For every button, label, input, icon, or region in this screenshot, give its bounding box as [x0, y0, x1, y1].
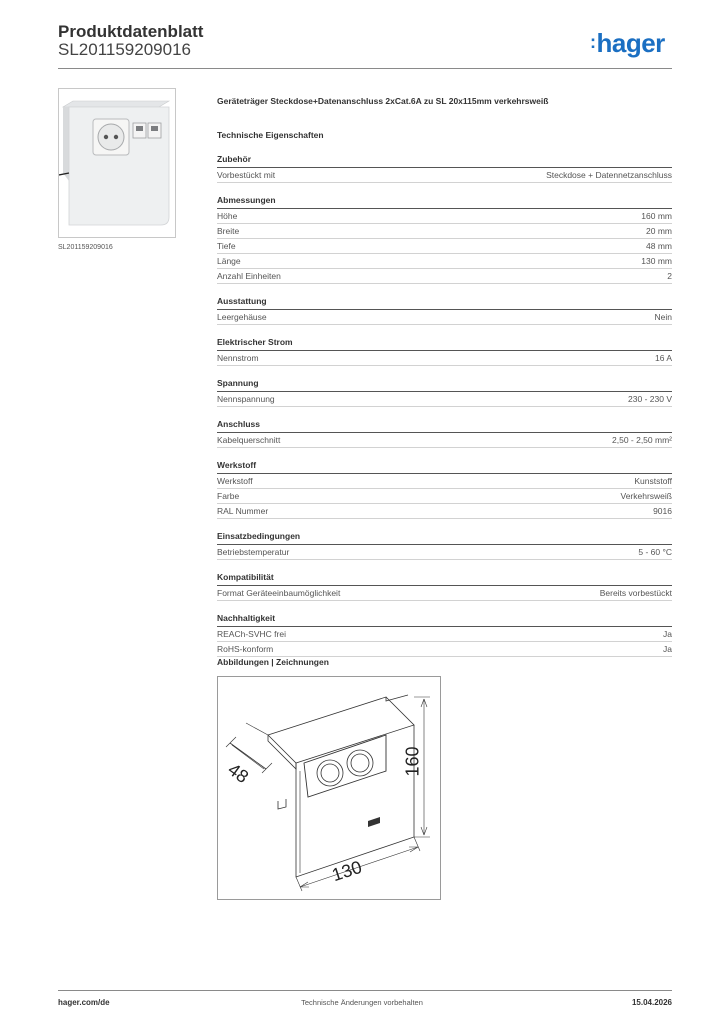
section-heading: Zubehör — [217, 152, 672, 168]
footer-website[interactable]: hager.com/de — [58, 998, 110, 1007]
spec-value: 230 - 230 V — [628, 394, 672, 404]
product-title: Geräteträger Steckdose+Datenanschluss 2xCat.6A zu SL 20x115mm verkehrsweiß — [217, 96, 549, 106]
section-gap — [217, 448, 672, 458]
spec-value: Steckdose + Datennetzanschluss — [546, 170, 672, 180]
spec-label: Nennspannung — [217, 394, 275, 404]
section-gap — [217, 325, 672, 335]
spec-value: 48 mm — [646, 241, 672, 251]
spec-row — [217, 269, 672, 284]
logo-text: hager — [596, 28, 665, 58]
spec-label: Breite — [217, 226, 240, 236]
spec-value: 160 mm — [641, 211, 672, 221]
spec-row — [217, 489, 672, 504]
spec-value: 16 A — [654, 353, 672, 363]
spec-label: RAL Nummer — [217, 506, 269, 516]
spec-value: 2,50 - 2,50 mm² — [612, 435, 672, 445]
spec-value: 9016 — [653, 506, 672, 516]
spec-row — [217, 545, 672, 560]
footer-divider — [58, 990, 672, 991]
spec-label: Vorbestückt mit — [217, 170, 276, 180]
section-gap — [217, 601, 672, 611]
spec-value: 5 - 60 °C — [638, 547, 672, 557]
dimension-length-label: 130 — [329, 856, 365, 886]
spec-value: Nein — [654, 312, 672, 322]
spec-label: Höhe — [217, 211, 238, 221]
spec-row — [217, 168, 672, 183]
product-thumbnail — [58, 88, 176, 238]
header-divider — [58, 68, 672, 69]
spec-label: Länge — [217, 256, 241, 266]
footer-date: 15.04.2026 — [631, 998, 672, 1007]
spec-row — [217, 474, 672, 489]
spec-label: Anzahl Einheiten — [217, 271, 281, 281]
section-heading: Einsatzbedingungen — [217, 529, 672, 545]
spec-label: Farbe — [217, 491, 240, 501]
product-code: SL201159209016 — [58, 40, 191, 59]
section-heading: Elektrischer Strom — [217, 335, 672, 351]
spec-label: Leergehäuse — [217, 312, 267, 322]
spec-value: Ja — [663, 644, 672, 654]
spec-row — [217, 310, 672, 325]
section-gap — [217, 183, 672, 193]
spec-value: Verkehrsweiß — [620, 491, 672, 501]
spec-row — [217, 586, 672, 601]
section-gap — [217, 407, 672, 417]
spec-table — [217, 152, 672, 657]
spec-row — [217, 392, 672, 407]
spec-row — [217, 239, 672, 254]
section-heading: Kompatibilität — [217, 570, 672, 586]
footer-disclaimer: Technische Änderungen vorbehalten — [301, 998, 423, 1007]
section-heading: Spannung — [217, 376, 672, 392]
logo-dots-icon: : — [590, 32, 596, 52]
spec-label: Tiefe — [217, 241, 236, 251]
technical-properties-heading: Technische Eigenschaften — [217, 130, 324, 140]
thumbnail-caption: SL201159209016 — [58, 244, 113, 251]
spec-label: Nennstrom — [217, 353, 259, 363]
section-gap — [217, 284, 672, 294]
spec-value: 2 — [667, 271, 672, 281]
spec-label: Betriebstemperatur — [217, 547, 290, 557]
section-heading: Nachhaltigkeit — [217, 611, 672, 627]
spec-row — [217, 209, 672, 224]
spec-row — [217, 254, 672, 269]
spec-label: RoHS-konform — [217, 644, 274, 654]
spec-row — [217, 224, 672, 239]
product-photo — [59, 89, 175, 237]
section-heading: Ausstattung — [217, 294, 672, 310]
hager-logo — [590, 28, 665, 59]
figures-heading: Abbildungen | Zeichnungen — [217, 657, 329, 667]
spec-row — [217, 627, 672, 642]
section-heading: Werkstoff — [217, 458, 672, 474]
section-gap — [217, 560, 672, 570]
spec-label: Werkstoff — [217, 476, 253, 486]
spec-row — [217, 433, 672, 448]
spec-label: Format Geräteeinbaumöglichkeit — [217, 588, 341, 598]
spec-row — [217, 504, 672, 519]
dimension-height-label: 160 — [402, 746, 423, 777]
dimension-depth-label: 48 — [224, 759, 253, 788]
spec-label: REACh-SVHC frei — [217, 629, 286, 639]
section-heading: Abmessungen — [217, 193, 672, 209]
spec-value: Bereits vorbestückt — [599, 588, 672, 598]
section-gap — [217, 366, 672, 376]
section-gap — [217, 519, 672, 529]
page-title: Produktdatenblatt — [58, 22, 204, 41]
spec-value: Ja — [663, 629, 672, 639]
spec-row — [217, 642, 672, 657]
dimension-drawing — [217, 676, 441, 900]
spec-label: Kabelquerschnitt — [217, 435, 281, 445]
section-heading: Anschluss — [217, 417, 672, 433]
spec-value: 20 mm — [646, 226, 672, 236]
spec-value: 130 mm — [641, 256, 672, 266]
spec-row — [217, 351, 672, 366]
spec-value: Kunststoff — [634, 476, 672, 486]
